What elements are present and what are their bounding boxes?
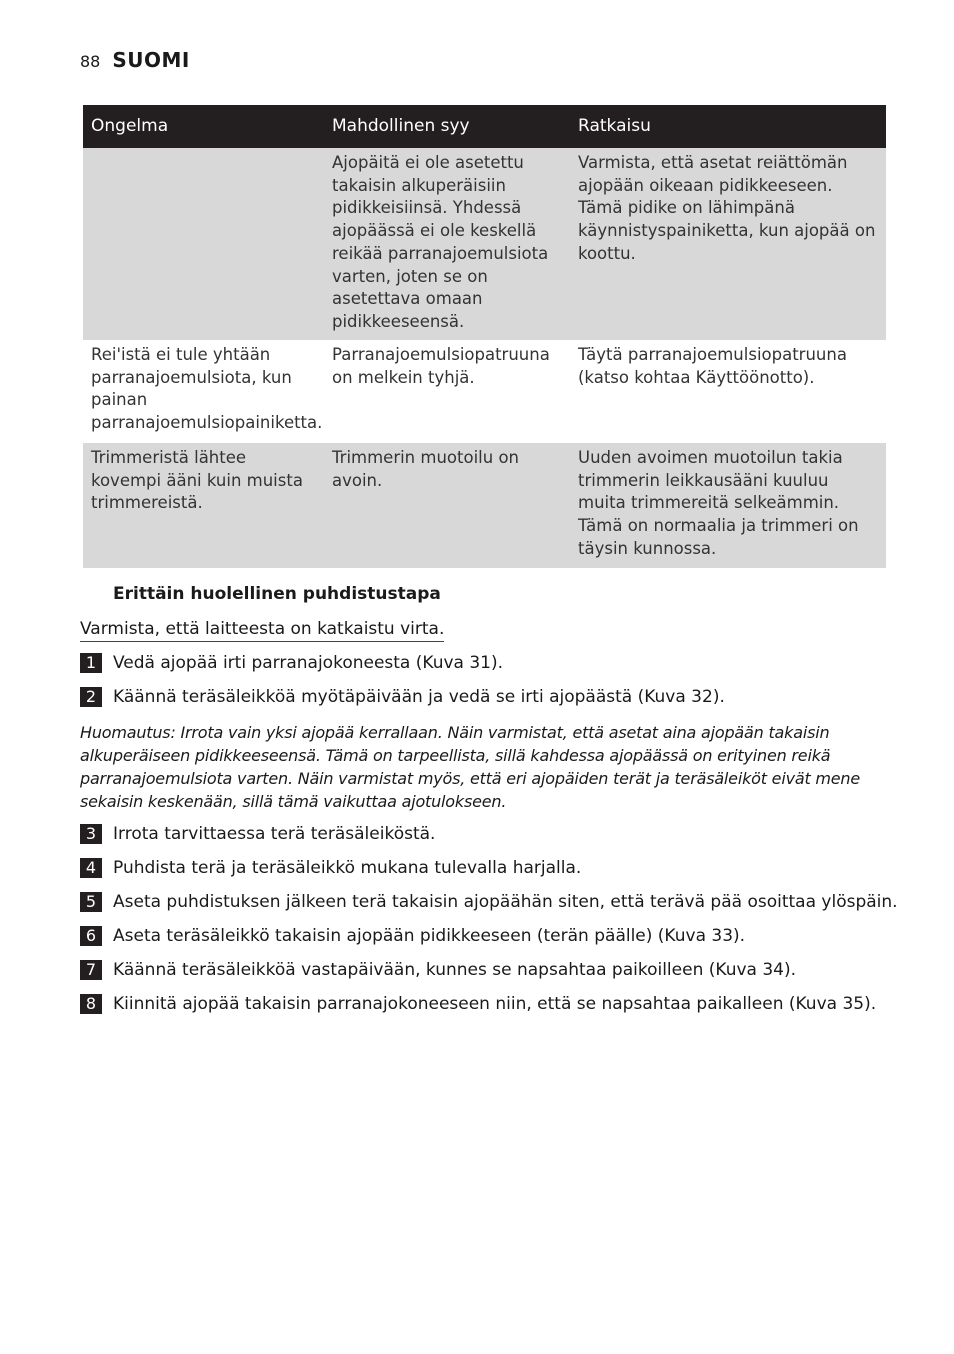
table-row — [83, 443, 886, 568]
step-6 — [80, 926, 745, 946]
step-number: 8 — [80, 994, 102, 1014]
note-text: Huomautus: Irrota vain yksi ajopää kerrallaan. Näin varmistat, että asetat aina ajopään takaisin alkuperäiseen pidikkeeseensä. Tämä on tarpeellista, sillä kahdessa ajopäässä on erityinen reikä parranajoemulsiota varten. Näin varmistat myös, että eri ajopäiden terät ja teräsäleiköt eivät mene sekaisin keskenään, sillä tämä vaikuttaa ajotulokseen. — [80, 723, 861, 811]
step-text: Puhdista terä ja teräsäleikkö mukana tulevalla harjalla. — [113, 858, 582, 878]
table-row — [83, 340, 886, 443]
step-3 — [80, 824, 435, 844]
step-2 — [80, 687, 725, 707]
column-header-solution: Ratkaisu — [570, 105, 886, 148]
step-text: Vedä ajopää irti parranajokoneesta (Kuva 31). — [113, 653, 504, 673]
step-number: 2 — [80, 687, 102, 707]
page-number: 88 — [80, 52, 101, 71]
step-text: Käännä teräsäleikköä vastapäivään, kunnes se napsahtaa paikoilleen (Kuva 34). — [113, 960, 797, 980]
step-7 — [80, 960, 796, 980]
problem-cell: Rei'istä ei tule yhtään parranajoemulsiota, kun painan parranajoemulsiopainiketta. — [91, 345, 323, 433]
step-text: Kiinnitä ajopää takaisin parranajokoneeseen niin, että se napsahtaa paikalleen (Kuva 35). — [113, 994, 877, 1014]
table-header-row — [83, 105, 886, 148]
step-number: 7 — [80, 960, 102, 980]
solution-cell: Uuden avoimen muotoilun takia trimmerin leikkausääni kuuluu muita trimmereitä selkeämmin. Tämä on normaalia ja trimmeri on täysin kunnossa. — [570, 443, 886, 568]
language-heading: SUOMI — [112, 48, 190, 72]
problem-cell: Trimmeristä lähtee kovempi ääni kuin muista trimmereistä. — [83, 443, 324, 568]
step-text: Aseta puhdistuksen jälkeen terä takaisin ajopäähän siten, että terävä pää osoittaa ylöspäin. — [113, 892, 898, 912]
page-header — [80, 48, 190, 72]
column-header-problem: Ongelma — [83, 105, 324, 148]
table-row — [83, 148, 886, 340]
cause-cell: Ajopäitä ei ole asetettu takaisin alkuperäisiin pidikkeisiinsä. Yhdessä ajopäässä ei ole keskellä reikää parranajoemulsiota varten, joten se on asetettava omaan pidikkeeseensä. — [324, 148, 570, 340]
column-header-cause: Mahdollinen syy — [324, 105, 570, 148]
problem-cell — [83, 148, 324, 340]
step-number: 6 — [80, 926, 102, 946]
step-number: 1 — [80, 653, 102, 673]
step-4 — [80, 858, 581, 878]
solution-cell: Täytä parranajoemulsiopatruuna (katso kohtaa Käyttöönotto). — [578, 345, 847, 387]
intro-text: Varmista, että laitteesta on katkaistu virta. — [80, 619, 444, 642]
step-number: 4 — [80, 858, 102, 878]
step-text: Aseta teräsäleikkö takaisin ajopään pidikkeeseen (terän päälle) (Kuva 33). — [113, 926, 746, 946]
solution-cell: Varmista, että asetat reiättömän ajopään oikeaan pidikkeeseen. Tämä pidike on lähimpänä käynnistyspainiketta, kun ajopää on koottu. — [570, 148, 886, 340]
step-1 — [80, 653, 503, 673]
section-title: Erittäin huolellinen puhdistustapa — [113, 584, 441, 604]
step-number: 5 — [80, 892, 102, 912]
step-5 — [80, 892, 898, 912]
troubleshooting-table — [83, 105, 886, 568]
step-text: Irrota tarvittaessa terä teräsäleiköstä. — [113, 824, 436, 844]
step-text: Käännä teräsäleikköä myötäpäivään ja vedä se irti ajopäästä (Kuva 32). — [113, 687, 725, 707]
cause-cell: Parranajoemulsiopatruuna on melkein tyhjä. — [332, 345, 550, 387]
step-number: 3 — [80, 824, 102, 844]
cause-cell: Trimmerin muotoilu on avoin. — [324, 443, 570, 568]
step-8 — [80, 994, 876, 1014]
